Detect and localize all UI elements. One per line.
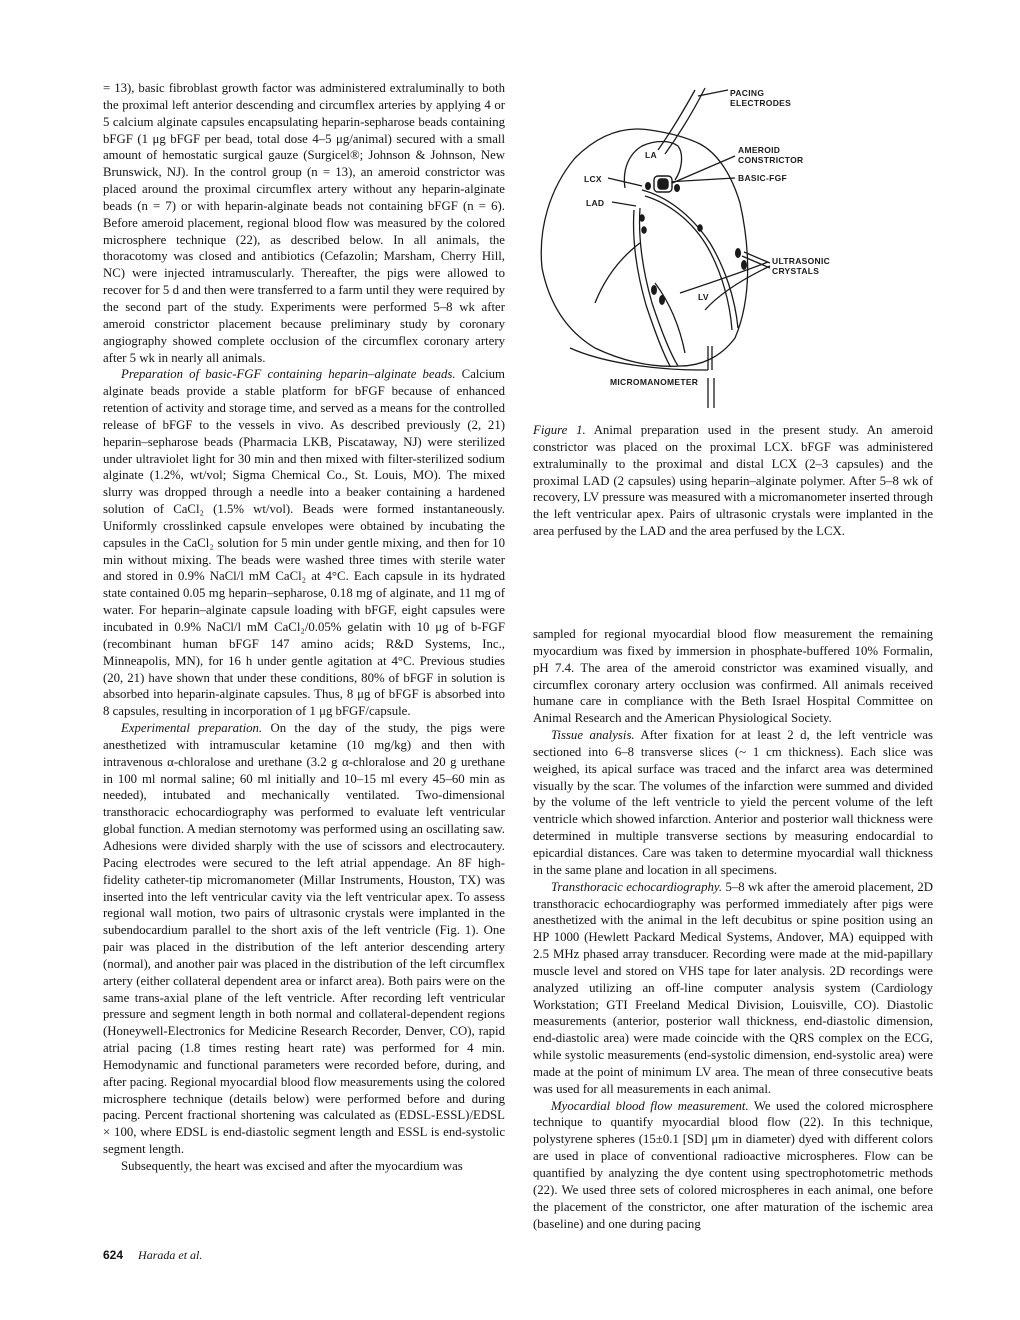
section-body-experimental-preparation: On the day of the study, the pigs were anesthetized with intramuscular ketamine (10 mg/kg) and then with intravenous α-chloralose and urethane (3.2 g α-chloralose and 20 g urethane in 100 ml normal saline; 60 ml initially and 10–15 ml every 45–60 min as needed), intubated and mechanically ventilated. Two-dimensional transthoracic echocardiography was performed to evaluate left ventricular global function. A median sternotomy was performed using an oscillating saw. Adhesions were divided sharply with the use of scissors and electrocautery. Pacing electrodes were secured to the left atrial appendage. An 8F high-fidelity catheter-tip micromanometer (Millar Instruments, Houston, TX) was inserted into the left ventricular cavity via the left ventricular apex. To assess regional wall motion, two pairs of ultrasonic crystals were implanted in the subendocardium parallel to the short axis of the left ventricle (Fig. 1). One pair was placed in the distribution of the left anterior descending artery (normal), and another pair was placed in the distribution of the left circumflex artery (either collateral dependent area or infarct area). Both pairs were on the same trans-axial plane of the left ventricle. After recording left ventricular pressure and segment length in both normal and collateral-dependent regions (Honeywell-Electronics for Medicine Research Recorder, Denver, CO), rapid atrial pacing (1.8 times resting heart rate) was performed for 4 min. Hemodynamic and functional parameters were recorded before, during, and after pacing. Regional myocardial blood flow measurements using the colored microsphere technique (details below) were performed before and during pacing. Percent fractional shortening was calculated as (EDSL-ESSL)/EDSL × 100, where EDSL is end-diastolic segment length and ESSL is end-systolic segment length. [103,721,505,1157]
paragraph-blood-flow [533,1098,933,1233]
section-body-bead-preparation: Calcium alginate beads provide a stable platform for bFGF because of enhanced retention of activity and storage time, and served as a means for the controlled release of bFGF to the vessels in vivo. As described previously (2, 21) heparin–sepharose beads (Pharmacia LKB, Piscataway, NJ) were sterilized under ultraviolet light for 30 min and then mixed with filter-sterilized sodium alginate (1.2%, wt/vol; Sigma Chemical Co., St. Louis, MO). The mixed slurry was dropped through a needle into a beaker containing a hardened solution of CaCl₂ (1.5% wt/vol). Beads were formed instantaneously. Uniformly crosslinked capsule envelopes were obtained by incubating the capsules in the CaCl₂ solution for 5 min under gentle mixing, and then for 10 min without mixing. The beads were washed three times with sterile water and stored in 0.9% NaCl/l mM CaCl₂ at 4°C. Each capsule in its hydrated state contained 0.05 mg heparin–sepharose, 0.18 mg of alginate, and 11 mg of water. For heparin–alginate capsule loading with bFGF, eight capsules were incubated in 0.9% NaCl/l mM CaCl₂/0.05% gelatin with 10 μg of b-FGF (recombinant human bFGF 147 amino acids; R&D Systems, Inc., Minneapolis, MN), for 16 h under gentle agitation at 4°C. Previous studies (20, 21) have shown that under these conditions, 80% of bFGF in solution is absorbed into heparin-alginate capsules. Thus, 8 μg of bFGF is absorbed into 8 capsules, resulting in incorporation of 1 μg bFGF/capsule. [103,367,506,719]
label-micromanometer: MICROMANOMETER [610,377,699,387]
lcx-artery-wall [645,196,732,330]
crystal-lead [680,262,768,293]
paragraph-experimental-preparation [103,720,505,1158]
diagonal-branch [595,243,640,303]
micromanometer-line [570,348,708,370]
section-heading-bead-preparation: Preparation of basic-FGF containing heparin–alginate beads. [121,367,456,382]
label-left-atrium: LA [645,150,657,160]
label-lcx: LCX [584,174,602,184]
page-number: 624 [103,1248,124,1262]
paragraph-fixation: sampled for regional myocardial blood flow measurement the remaining myocardium was fixed by immersion in phosphate-buffered 10% Formalin, pH 7.4. The area of the ameroid constrictor was examined visually, and circumflex coronary artery occlusion was confirmed. All animals received humane care in compliance with the Beth Israel Hospital Committee on Animal Research and the American Physiological Society. [533,627,933,726]
page-footer [103,1248,202,1263]
right-text-column [533,626,933,1232]
section-heading-experimental-preparation: Experimental preparation. [121,721,263,736]
figure-caption-text: Animal preparation used in the present study. An ameroid constrictor was placed on the proximal LCX. bFGF was administered extraluminally to the proximal and distal LCX (2–3 capsules) and the proximal LAD (2 capsules) using heparin–alginate polymer. After 5–8 wk of recovery, LV pressure was measured with a micromanometer inserted through the left ventricular apex. Pairs of ultrasonic crystals were implanted in the area perfused by the LAD and the area perfused by the LCX. [533,423,934,539]
label-lad: LAD [586,198,605,208]
section-body-echocardiography: 5–8 wk after the ameroid placement, 2D transthoracic echocardiography was performed immediately after pigs were anesthetized with the animal in the left decubitus or spine position using an HP 1000 (Hewlett Packard Medical Systems, Andover, MA) equipped with 2.5 MHz phased array transducer. Recording were made at the mid-papillary muscle level and stored on VHS tape for later analysis. 2D recordings were analyzed utilizing an off-line computer analysis system (Cardiology Workstation; GTI Freeland Medical Division, Louisville, CO). Diastolic measurements (anterior, posterior wall thickness, end-diastolic dimension, end-diastolic area) were made coincide with the QRS complex on the ECG, while systolic measurements (end-systolic dimension, end-systolic area) were made at the point of minimum LV area. The mean of three consecutive beats was used for all measurements in each animal. [533,879,934,1096]
section-heading-echocardiography: Transthoracic echocardiography. [551,879,723,894]
paragraph-excision: Subsequently, the heart was excised and after the myocardium was [121,1159,463,1173]
paragraph-tissue-analysis [533,727,933,879]
pacing-electrode-lead [658,90,695,150]
label-ameroid-constrictor-line2: CONSTRICTOR [738,155,804,165]
crystal-lead [705,266,770,310]
section-body-blood-flow: We used the colored microsphere technique to quantify myocardial blood flow (22). In this technique, polystyrene spheres (15±0.1 [SD] μm in diameter) dyed with different colors are used in place of conventional radioactive microspheres. Flow can be quantified by analyzing the dye content using spectrophotometric methods (22). We used three sets of colored microspheres in each animal, one before the placement of the constrictor, one after maturation of the ischemic area (baseline) and one during pacing [533,1098,933,1231]
paragraph-bead-preparation [103,366,505,720]
paragraph-echocardiography [533,879,933,1098]
lcx-artery [642,190,738,328]
left-text-column [103,80,505,1175]
paragraph-methods-continued: = 13), basic fibroblast growth factor was administered extraluminally to both the proximal left anterior descending and circumflex arteries by applying 4 or 5 calcium alginate capsules encapsulating heparin-sepharose beads containing bFGF (1 μg bFGF per bead, total dose 4–5 μg/animal) secured with a small amount of hemostatic surgical gauze (Surgicel®; Johnson & Johnson, New Brunswick, NJ). In the control group (n = 13), an ameroid constrictor was placed around the proximal circumflex artery without any heparin-alginate beads (n = 7) or with heparin-alginate beads not containing bFGF (n = 6). Before ameroid placement, regional blood flow was measured by the colored microsphere technique (22), as described below. In all animals, the thoracotomy was closed and antibiotics (Cefazolin; Marsham, Cherry Hill, NC) were injected intramuscularly. Thereafter, the pigs were allowed to recover for 5 d and then were transferred to a farm until they were required by the second part of the study. Experiments were performed 5–8 wk after ameroid constrictor placement because preliminary study by coronary angiography showed complete occlusion of the circumflex coronary artery after 5 wk in nearly all animals. [103,81,505,365]
figure-caption-label: Figure 1. [533,423,586,437]
label-ameroid-constrictor: AMEROID [738,145,781,155]
label-ultrasonic-crystals-line2: CRYSTALS [772,266,820,276]
figure-caption [533,422,933,540]
label-basic-fgf: BASIC-FGF [738,173,787,183]
ameroid-constrictor [654,176,672,192]
section-heading-tissue-analysis: Tissue analysis. [551,728,635,743]
heart-diagram-svg [530,78,850,418]
figure-1-heart-diagram [530,78,850,418]
label-pacing-electrodes: PACING [730,88,765,98]
running-head: Harada et al. [138,1248,203,1262]
label-ultrasonic-crystals: ULTRASONIC [772,256,831,266]
label-pacing-electrodes-line2: ELECTRODES [730,98,792,108]
leader-line-lad [612,202,636,206]
section-heading-blood-flow: Myocardial blood flow measurement. [551,1098,749,1113]
label-left-ventricle: LV [698,292,709,302]
section-body-tissue-analysis: After fixation for at least 2 d, the left ventricle was sectioned into 6–8 transverse slices (~ 1 cm thickness). Each slice was weighed, its apical surface was traced and the infarct area was determined visually by the scar. The volumes of the infarction were summed and divided by the volume of the left ventricle to yield the percent volume of the left ventricle which showed infarction. Anterior and posterior wall thickness were determined in multiple transverse sections by measuring endocardial to epicardial distances. Care was taken to determine myocardial wall thickness in the same plane and location in all specimens. [533,728,933,877]
